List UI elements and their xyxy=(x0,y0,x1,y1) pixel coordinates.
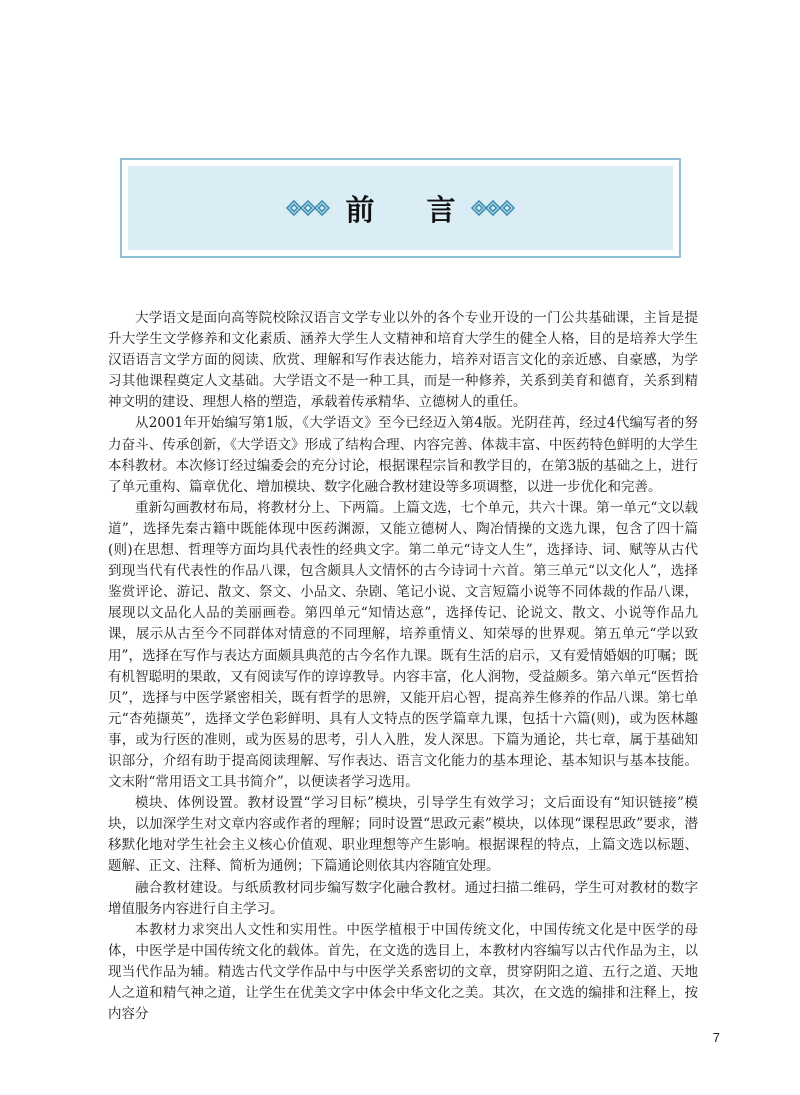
diamond-ornament-right-icon xyxy=(470,199,516,217)
page-title: 前言 xyxy=(345,192,508,227)
paragraph-digital: 融合教材建设。与纸质教材同步编写数字化融合教材。通过扫描二维码，学生可对教材的数字增值服务内容进行自主学习。 xyxy=(108,879,698,917)
page-number: 7 xyxy=(712,1030,720,1045)
paragraph-features: 本教材力求突出人文性和实用性。中医学植根于中国传统文化，中国传统文化是中医学的母体，中医学是中国传统文化的载体。首先，在文选的选目上，本教材内容编写以古代作品为主，以现当代作品为辅。精选古代文学作品中与中医学关系密切的文章，贯穿阴阳之道、五行之道、天地人之道和精气神之道，让学生在优美文字中体会中华文化之美。其次，在文选的编排和注释上，按内容分 xyxy=(108,921,698,1023)
title-frame xyxy=(120,158,681,258)
paragraph-layout: 重新勾画教材布局，将教材分上、下两篇。上篇文选，七个单元，共六十课。第一单元“文以载道”，选择先秦古籍中既能体现中医药渊源，又能立德树人、陶冶情操的文选九课，包含了四十篇(则)在思想、哲理等方面均具代表性的经典文字。第二单元“诗文人生”，选择诗、词、赋等从古代到现当代有代表性的作品八课，包含颇具人文情怀的古今诗词十六首。第三单元“以文化人”，选择鉴赏评论、游记、散文、祭文、小品文、杂剧、笔记小说、文言短篇小说等不同体裁的作品八课，展现以文品化人品的美丽画卷。第四单元“知情达意”，选择传记、论说文、散文、小说等作品九课，展示从古至今不同群体对情意的不同理解，培养重情义、知荣辱的世界观。第五单元“学以致用”，选择在写作与表达方面颇具典范的古今名作九课。既有生活的启示，又有爱情婚姻的叮嘱；既有机智聪明的果敢，又有阅读写作的谆谆教导。内容丰富，化人润物，受益颇多。第六单元“医哲拾贝”，选择与中医学紧密相关，既有哲学的思辨，又能开启心智，提高养生修养的作品八课。第七单元“杏苑撷英”，选择文学色彩鲜明、具有人文特点的医学篇章九课，包括十六篇(则)，或为医林趣事，或为行医的准则，或为医易的思考，引人入胜，发人深思。下篇为通论，共七章，属于基础知识部分，介绍有助于提高阅读理解、写作表达、语言文化能力的基本理论、基本知识与基本技能。文末附“常用语文工具书简介”，以便读者学习选用。 xyxy=(108,499,698,791)
title-banner xyxy=(128,166,673,250)
diamond-ornament-left-icon xyxy=(285,199,331,217)
paragraph-purpose: 大学语文是面向高等院校除汉语言文学专业以外的各个专业开设的一门公共基础课，主旨是提升大学生文学修养和文化素质、涵养大学生人文精神和培育大学生的健全人格，目的是培养大学生汉语语言文学方面的阅读、欣赏、理解和写作表达能力，培养对语言文化的亲近感、自豪感，为学习其他课程奠定人文基础。大学语文不是一种工具，而是一种修养，关系到美育和德育，关系到精神文明的建设、理想人格的塑造，承载着传承精华、立德树人的重任。 xyxy=(108,310,698,411)
preface-body xyxy=(108,308,698,1025)
title-row xyxy=(285,188,515,229)
paragraph-history: 从2001年开始编写第1版，《大学语文》至今已经迈入第4版。光阴荏苒，经过4代编写者的努力奋斗、传承创新，《大学语文》形成了结构合理、内容完善、体裁丰富、中医药特色鲜明的大学生本科教材。本次修订经过编委会的充分讨论，根据课程宗旨和教学目的，在第3版的基础之上，进行了单元重构、篇章优化、增加模块、数字化融合教材建设等多项调整，以进一步优化和完善。 xyxy=(108,415,698,495)
paragraph-modules: 模块、体例设置。教材设置“学习目标”模块，引导学生有效学习；文后面设有“知识链接”模块，以加深学生对文章内容或作者的理解；同时设置“思政元素”模块，以体现“课程思政”要求，潜移默化地对学生社会主义核心价值观、职业理想等产生影响。根据课程的特点，上篇文选以标题、题解、正文、注释、简析为通例；下篇通论则依其内容随宜处理。 xyxy=(108,795,698,875)
